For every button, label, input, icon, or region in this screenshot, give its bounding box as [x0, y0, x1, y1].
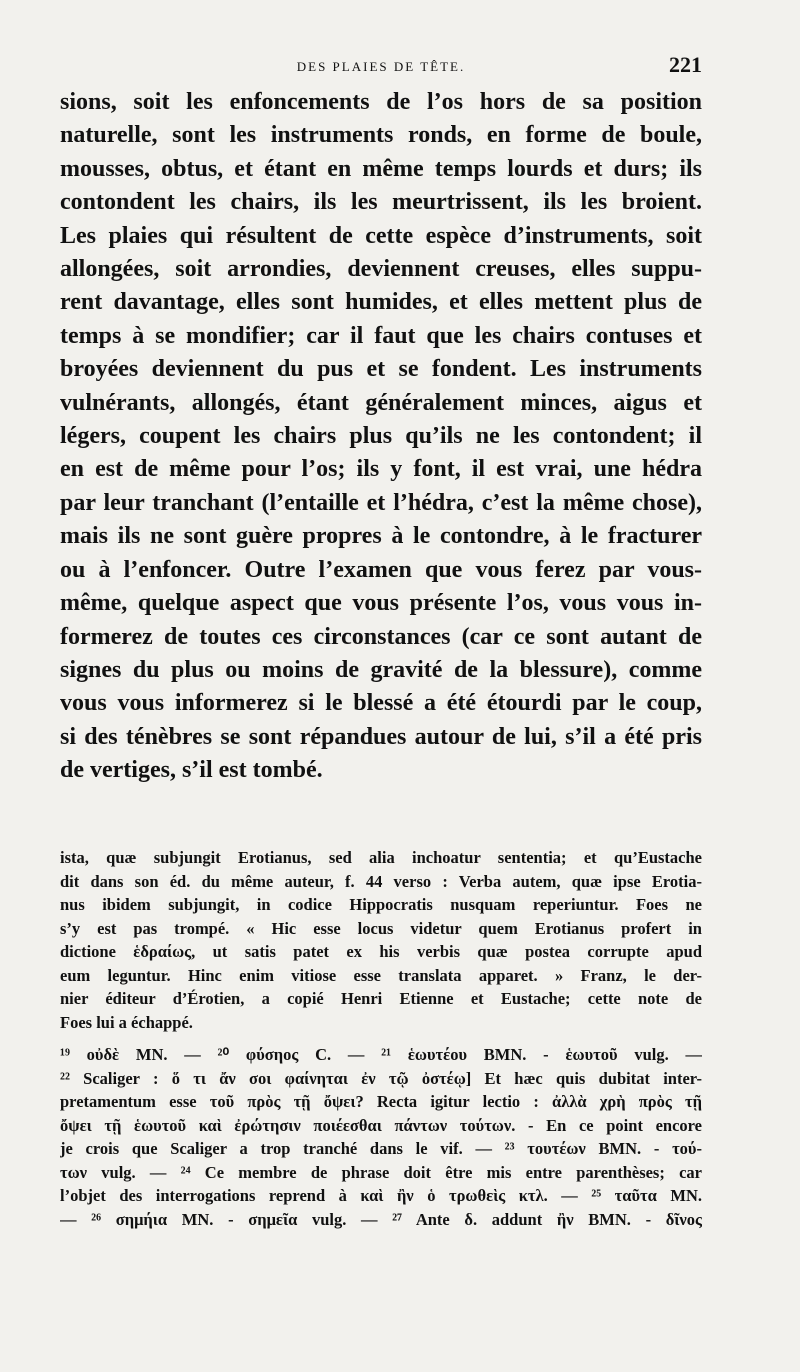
body-line: mousses, obtus, et étant en même temps lourds et durs; ils — [60, 155, 702, 182]
main-text — [60, 86, 702, 788]
note-line: ¹⁹ οὐδὲ MN. — ²⁰ φύσηος C. — ²¹ ἑωυτέου BMN. - ἑωυτοῦ vulg. — — [60, 1045, 702, 1064]
note-spacer — [60, 1034, 702, 1043]
note-line: των vulg. — ²⁴ Ce membre de phrase doit être mis entre parenthèses; car — [60, 1162, 702, 1182]
body-line: même, quelque aspect que vous présente l’os, vous vous in- — [60, 590, 702, 617]
page-header — [60, 52, 702, 82]
body-line: allongées, soit arrondies, deviennent creuses, elles suppu- — [60, 256, 702, 283]
note-line: je crois que Scaliger a trop tranché dans le vif. — ²³ τουτέων BMN. - τού- — [60, 1139, 702, 1158]
footnotes — [60, 846, 702, 1231]
body-line: ou à l’enfoncer. Outre l’examen que vous ferez par vous- — [60, 556, 702, 583]
body-line: signes du plus ou moins de gravité de la blessure), comme — [60, 656, 702, 683]
page-number: 221 — [669, 52, 702, 77]
note-line: Foes lui a échappé. — [60, 1012, 193, 1032]
body-line: Les plaies qui résultent de cette espèce d’instruments, soit — [60, 222, 702, 249]
body-line: rent davantage, elles sont humides, et elles mettent plus de — [60, 289, 702, 316]
body-line: vulnérants, allongés, étant généralement minces, aigus et — [60, 389, 702, 416]
body-line: par leur tranchant (l’entaille et l’hédra, c’est la même chose), — [60, 489, 702, 516]
body-line: formerez de toutes ces circonstances (car ce sont autant de — [60, 623, 702, 650]
note-line: dictione ἑδραίως, ut satis patet ex his verbis quæ postea corrupte apud — [60, 942, 702, 961]
note-line: — ²⁶ σημήια MN. - σημεῖα vulg. — ²⁷ Ante δ. addunt ἢν BMN. - δῖνος — [60, 1209, 702, 1229]
body-line: contondent les chairs, ils les meurtrissent, ils les broient. — [60, 189, 702, 216]
body-line: naturelle, sont les instruments ronds, en forme de boule, — [60, 122, 702, 149]
note-line: ista, quæ subjungit Erotianus, sed alia inchoatur sententia; et qu’Eustache — [60, 848, 702, 867]
body-line: broyées deviennent du pus et se fondent. Les instruments — [60, 356, 702, 383]
note-line: ὄψει τῇ ἑωυτοῦ καὶ ἐρώτησιν ποιέεσθαι πάντων τούτων. - En ce point encore — [60, 1115, 702, 1135]
note-line: nier éditeur d’Érotien, a copié Henri Etienne et Eustache; cette note de — [60, 989, 702, 1008]
body-line: légers, coupent les chairs plus qu’ils ne les contondent; il — [60, 423, 702, 450]
body-line: si des ténèbres se sont répandues autour de lui, s’il a été pris — [60, 723, 702, 750]
note-line: s’y est pas trompé. « Hic esse locus videtur quem Erotianus profert in — [60, 918, 702, 938]
body-line: sions, soit les enfoncements de l’os hors de sa position — [60, 89, 702, 115]
note-line: pretamentum esse τοῦ πρὸς τῇ ὄψει? Recta igitur lectio : ἀλλὰ χρὴ πρὸς τῇ — [60, 1092, 702, 1111]
note-line: nus ibidem subjungit, in codice Hippocratis nusquam reperiuntur. Foes ne — [60, 895, 702, 914]
note-line: dit dans son éd. du même auteur, f. 44 verso : Verba autem, quæ ipse Erotia- — [60, 871, 702, 891]
body-line: en est de même pour l’os; ils y font, il est vrai, une hédra — [60, 456, 702, 483]
body-line: temps à se mondifier; car il faut que les chairs contuses et — [60, 322, 702, 349]
body-line: mais ils ne sont guère propres à le contondre, à le fracturer — [60, 523, 702, 550]
running-head: DES PLAIES DE TÊTE. — [296, 59, 466, 74]
note-line: ²² Scaliger : ὅ τι ἄν σοι φαίνηται ἐν τῷ ὀστέῳ] Et hæc quis dubitat inter- — [60, 1068, 702, 1088]
body-line: vous vous informerez si le blessé a été étourdi par le coup, — [60, 690, 702, 717]
body-line: de vertiges, s’il est tombé. — [60, 757, 323, 784]
note-line: l’objet des interrogations reprend à καὶ ἢν ὁ τρωθεὶς κτλ. — ²⁵ ταῦτα MN. — [60, 1186, 702, 1205]
note-line: eum leguntur. Hinc enim vitiose esse translata apparet. » Franz, le der- — [60, 965, 702, 985]
